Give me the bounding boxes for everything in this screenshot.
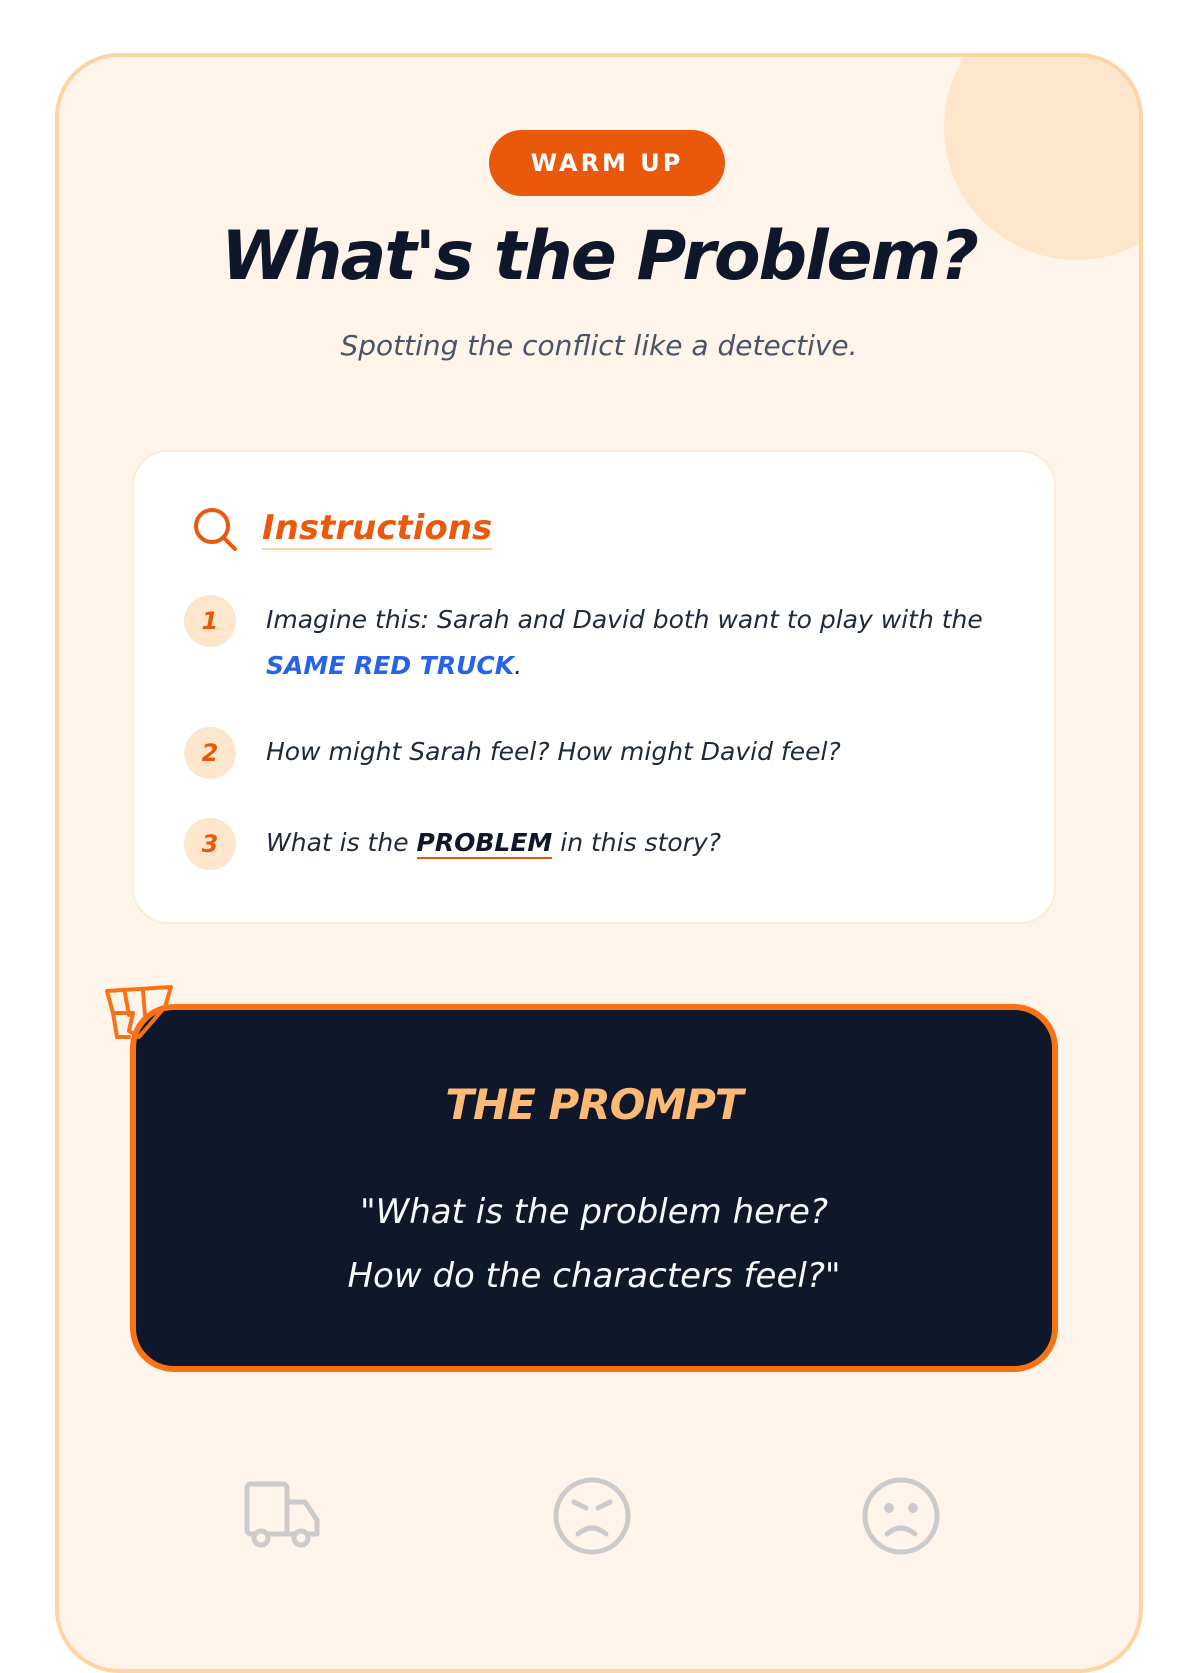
step-number: 2 xyxy=(184,727,236,779)
step-text xyxy=(266,597,1004,689)
prompt-line-2: How do the characters feel?" xyxy=(347,1256,841,1296)
step-text: How might Sarah feel? How might David feel? xyxy=(266,737,841,766)
sad-face-icon xyxy=(859,1474,943,1558)
truck-icon xyxy=(241,1474,325,1558)
instruction-step-1 xyxy=(184,595,1004,689)
instruction-step-2 xyxy=(184,727,1004,779)
instructions-title: Instructions xyxy=(262,508,493,548)
step-highlight: SAME RED TRUCK xyxy=(266,651,515,680)
instruction-step-3 xyxy=(184,818,1004,870)
angry-face-icon xyxy=(550,1474,634,1558)
step-text-before: What is the xyxy=(266,828,417,857)
prompt-line-1: "What is the problem here? xyxy=(360,1192,828,1232)
step-text xyxy=(266,820,721,866)
instructions-header xyxy=(190,504,492,554)
warm-up-badge: WARM UP xyxy=(489,130,725,196)
prompt-text xyxy=(136,1180,1052,1308)
search-icon xyxy=(190,504,240,554)
step-number: 3 xyxy=(184,818,236,870)
page-subtitle: Spotting the conflict like a detective. xyxy=(340,329,858,362)
prompt-panel xyxy=(130,1004,1058,1372)
step-text-before: Imagine this: Sarah and David both want to play with the xyxy=(266,605,983,634)
step-highlight: PROBLEM xyxy=(416,828,553,857)
prompt-title: THE PROMPT xyxy=(445,1080,743,1129)
step-number: 1 xyxy=(184,595,236,647)
step-text-after: in this story? xyxy=(552,828,722,857)
warm-up-card xyxy=(55,53,1143,1673)
megaphone-icon xyxy=(99,979,179,1049)
instructions-panel xyxy=(132,450,1056,924)
page-title: What's the Problem? xyxy=(221,217,977,296)
step-text-after: . xyxy=(514,651,523,680)
